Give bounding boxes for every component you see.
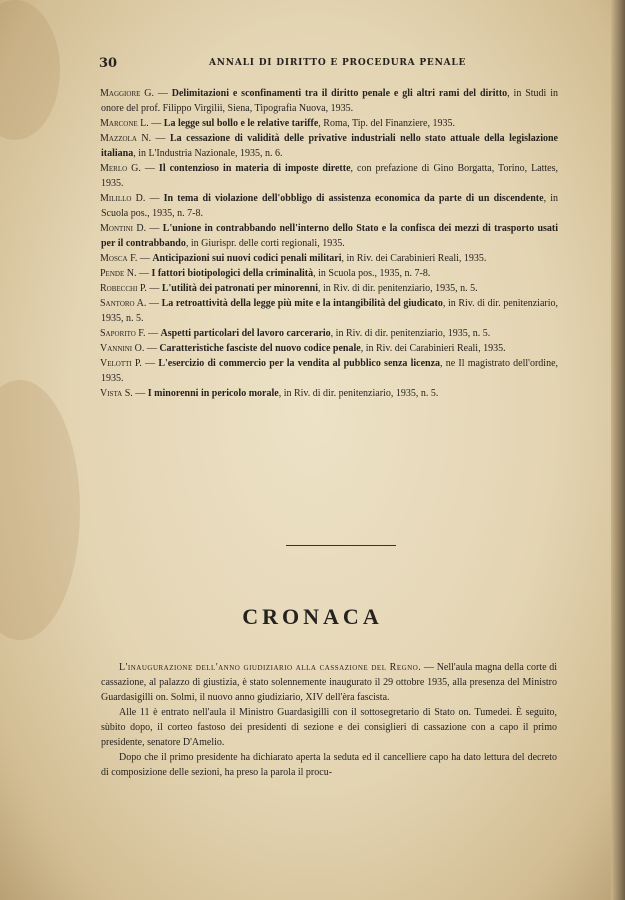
running-head: ANNALI DI DIRITTO E PROCEDURA PENALE bbox=[209, 58, 467, 68]
entry-author: Mosca F. bbox=[100, 253, 138, 264]
chronicle-paragraph-3: Dopo che il primo presidente ha dichiarato aperta la seduta ed il cancelliere capo ha dato lettura del decreto di composizione delle sezioni, ha preso la parola il procu- bbox=[101, 752, 557, 778]
bibliography-entry bbox=[101, 221, 558, 251]
entry-author: Merlo G. bbox=[100, 163, 141, 174]
entry-author: Velotti P. bbox=[100, 358, 142, 369]
entry-separator: — bbox=[148, 118, 164, 129]
entry-title: La legge sul bollo e le relative tariffe bbox=[163, 118, 319, 129]
bibliography-entry bbox=[101, 296, 558, 326]
entry-publication: , in Giurispr. delle corti regionali, 1935. bbox=[185, 238, 345, 249]
bibliography-entry bbox=[101, 386, 558, 401]
entry-title: Anticipazioni sui nuovi codici penali militari bbox=[152, 253, 342, 264]
chronicle-paragraph-2: Alle 11 è entrato nell'aula il Ministro Guardasigilli con il sottosegretario di Stato on. Tumedei. È seguito, sùbito dopo, il corteo fastoso dei presidenti di sezione e dei consiglieri di cassazione con a capo il primo presidente, senatore D'Amelio. bbox=[101, 707, 557, 748]
page-spine bbox=[611, 0, 625, 900]
entry-author: Milillo D. bbox=[100, 193, 146, 204]
entry-publication: , Roma, Tip. del Finanziere, 1935. bbox=[318, 118, 455, 129]
entry-author: Robecchi P. bbox=[100, 283, 147, 294]
bibliography-entry bbox=[101, 161, 558, 191]
entry-publication: , in L'Industria Nazionale, 1935, n. 6. bbox=[133, 148, 283, 159]
entry-title: Delimitazioni e sconfinamenti tra il diritto penale e gli altri rami del diritto bbox=[171, 88, 508, 99]
entry-publication: , in Riv. di dir. penitenziario, 1935, n. 5. bbox=[101, 298, 559, 324]
section-title: CRONACA bbox=[242, 604, 383, 629]
entry-separator: — bbox=[146, 283, 162, 294]
entry-publication: , in Riv. di dir. penitenziario, 1935, n. 5. bbox=[278, 388, 439, 399]
bibliography-entry bbox=[101, 131, 558, 161]
entry-separator: — bbox=[146, 223, 163, 234]
entry-title: La retroattività della legge più mite e la intangibilità del giudicato bbox=[161, 298, 443, 309]
entry-title: L'unione in contrabbando nell'interno dello Stato e la confisca dei mezzi di trasporto usati per il contrabbando bbox=[101, 223, 559, 249]
bibliography-entry bbox=[101, 341, 558, 356]
page-header bbox=[99, 56, 559, 72]
entry-publication: , in Studi in onore del prof. Filippo Virgilii, Siena, Tipografia Nuova, 1935. bbox=[101, 88, 558, 114]
entry-separator: — bbox=[141, 358, 159, 369]
entry-separator: — bbox=[146, 298, 162, 309]
entry-author: Santoro A. bbox=[100, 298, 147, 309]
chronicle-paragraph bbox=[101, 660, 557, 705]
entry-author: Vannini O. bbox=[100, 343, 145, 354]
entry-title: Il contenzioso in materia di imposte dirette bbox=[158, 163, 351, 174]
entry-separator: — bbox=[151, 133, 171, 144]
entry-title: Caratteristiche fasciste del nuovo codice penale bbox=[159, 343, 361, 354]
entry-publication: , in Scuola pos., 1935, n. 7-8. bbox=[101, 193, 558, 219]
entry-separator: — bbox=[137, 253, 153, 264]
bibliography-list bbox=[101, 86, 558, 401]
bibliography-entry bbox=[101, 281, 558, 296]
chronicle-paragraph-1: — Nell'aula magna della corte di cassazione, al palazzo di giustizia, è stato solennemente inaugurato il 29 ottobre 1935, alla presenza del Ministro Guardasigilli on. Solmi, il nuovo anno giudiziario, XIV dell'èra fascista. bbox=[101, 662, 557, 703]
bibliography-entry bbox=[101, 266, 558, 281]
entry-separator: — bbox=[144, 343, 160, 354]
entry-author: Maggiore G. bbox=[100, 88, 154, 99]
entry-publication: , in Riv. dei Carabinieri Reali, 1935. bbox=[360, 343, 506, 354]
entry-author: Saporito F. bbox=[100, 328, 146, 339]
bibliography-entry bbox=[101, 116, 558, 131]
entry-title: In tema di violazione dell'obbligo di assistenza economica da parte di un discendente bbox=[163, 193, 544, 204]
entry-separator: — bbox=[154, 88, 172, 99]
bibliography-entry bbox=[101, 86, 558, 116]
entry-title: I minorenni in pericolo morale bbox=[147, 388, 279, 399]
entry-separator: — bbox=[132, 388, 148, 399]
page-number: 30 bbox=[99, 56, 118, 71]
bibliography-entry bbox=[101, 326, 558, 341]
entry-publication: , in Riv. di dir. penitenziario, 1935, n. 5. bbox=[330, 328, 491, 339]
section-divider bbox=[286, 545, 396, 546]
entry-separator: — bbox=[136, 268, 152, 279]
entry-separator: — bbox=[145, 328, 161, 339]
entry-separator: — bbox=[140, 163, 159, 174]
entry-title: L'esercizio di commercio per la vendita al pubblico senza licenza bbox=[158, 358, 441, 369]
bibliography-entry bbox=[101, 356, 558, 386]
entry-author: Montini D. bbox=[100, 223, 147, 234]
paper-stain bbox=[0, 0, 60, 140]
entry-title: Aspetti particolari del lavoro carcerario bbox=[160, 328, 331, 339]
entry-author: Mazzola N. bbox=[100, 133, 152, 144]
entry-author: Vista S. bbox=[100, 388, 133, 399]
entry-title: L'utilità dei patronati per minorenni bbox=[161, 283, 318, 294]
entry-separator: — bbox=[145, 193, 164, 204]
entry-publication: , ne Il magistrato dell'ordine, 1935. bbox=[101, 358, 559, 384]
entry-publication: , in Scuola pos., 1935, n. 7-8. bbox=[313, 268, 431, 279]
paper-stain bbox=[0, 380, 80, 640]
entry-publication: , in Riv. di dir. penitenziario, 1935, n. 5. bbox=[318, 283, 478, 294]
entry-publication: , con prefazione di Gino Borgatta, Torino, Lattes, 1935. bbox=[101, 163, 559, 189]
chronicle-lead: L'inaugurazione dell'anno giudiziario alla cassazione del Regno. bbox=[119, 662, 422, 673]
bibliography-entry bbox=[101, 251, 558, 266]
entry-title: La cessazione di validità delle privative industriali nello stato attuale della legislazione italiana bbox=[101, 133, 558, 159]
entry-title: I fattori biotipologici della criminalità bbox=[151, 268, 314, 279]
entry-publication: , in Riv. dei Carabinieri Reali, 1935. bbox=[341, 253, 487, 264]
bibliography-entry bbox=[101, 191, 558, 221]
entry-author: Marcone L. bbox=[100, 118, 149, 129]
chronicle-text bbox=[101, 660, 557, 780]
entry-author: Pende N. bbox=[100, 268, 137, 279]
